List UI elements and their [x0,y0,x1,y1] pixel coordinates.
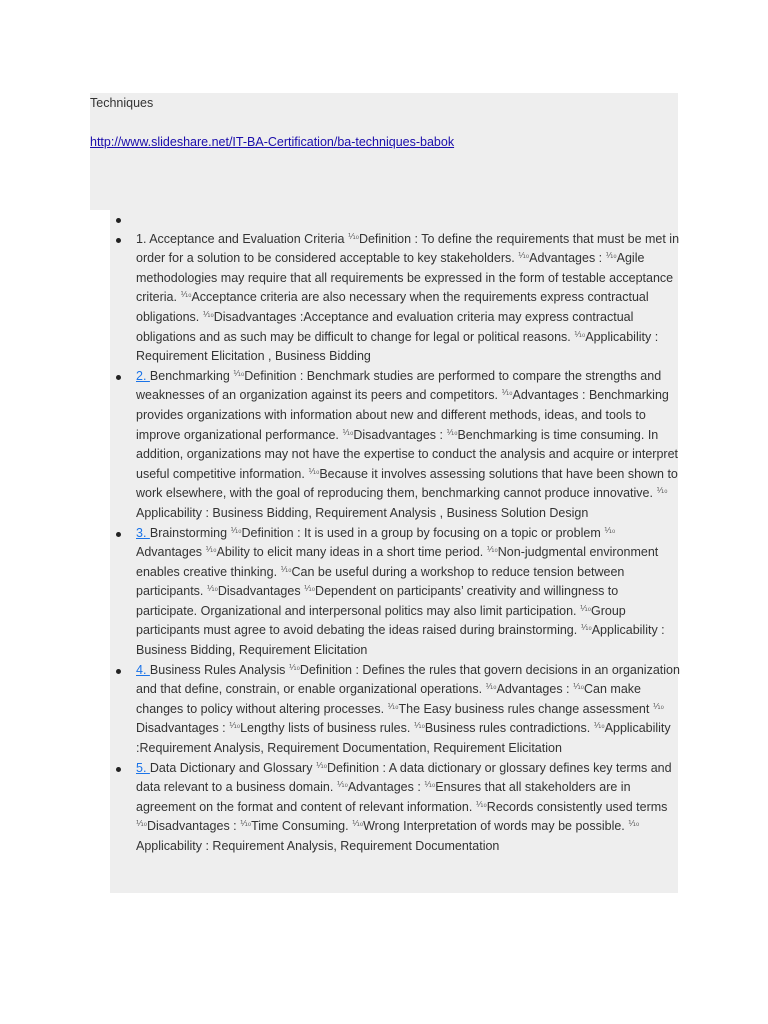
item-text: Definition : It is used in a group by focusing on a topic or problem [241,525,605,540]
bullet-marker-icon: ⅒ [205,545,217,555]
item-text: Disadvantages :Acceptance and evaluation criteria may express contractual obligations and as such may be difficult to change for legal or political reasons. [136,309,634,344]
item-heading: Benchmarking [149,368,234,383]
bullet-marker-icon: ⅒ [518,251,530,261]
item-number-link[interactable]: 4. [136,662,150,677]
bullet-marker-icon: ⅒ [573,682,584,692]
item-text: Acceptance criteria are also necessary when the requirements express contractual obligations. [136,290,649,324]
bullet-marker-icon: ⅒ [580,623,592,633]
bullet-marker-icon: ⅒ [475,799,487,809]
item-text: Ensures that all stakeholders are in agreement on the format and content of relevant information. [136,780,631,814]
item-text: Disadvantages : [147,819,241,834]
item-number: 1. [136,231,150,246]
bullet-marker-icon: ⅒ [652,701,664,711]
item-text: Definition : Benchmark studies are performed to compare the strengths and weaknesses of an organization against its peers and competitors. [136,368,662,403]
item-text: Definition : Defines the rules that govern decisions in an organization and that define, constrain, or enable organizational operations. [136,662,680,697]
item-text: Disadvantages [217,584,305,599]
item-text: Advantages : [347,780,425,795]
item-text: Agile methodologies may require that all requirements be expressed in the form of testable acceptance criteria. [136,251,674,305]
bullet-marker-icon: ⅒ [656,486,668,496]
item-text: Benchmarking is time consuming. In addition, organizations may not have the expertise to conduct the analysis and acquire or interpret useful competitive information. [136,427,678,481]
item-text: The Easy business rules change assessment [398,701,653,716]
bullet-marker-icon: ⅒ [240,819,252,829]
list-item [136,759,680,857]
bullet-marker-icon: ⅒ [288,662,300,672]
item-text: Applicability :Requirement Analysis, Requirement Documentation, Requirement Elicitation [136,721,671,756]
page-title: Techniques [90,96,154,110]
item-heading: Data Dictionary and Glossary [149,760,316,775]
list-item [136,210,680,230]
bullet-marker-icon: ⅒ [424,780,436,790]
item-text: Ability to elicit many ideas in a short time period. [216,545,487,560]
item-text: Applicability : Requirement Elicitation , Business Bidding [136,329,659,364]
bullet-marker-icon: ⅒ [336,780,348,790]
bullet-marker-icon: ⅒ [206,584,218,594]
item-text: Lengthy lists of business rules. [240,721,414,736]
bullet-marker-icon: ⅒ [574,329,586,339]
item-text: Business rules contradictions. [424,721,594,736]
bullet-marker-icon: ⅒ [229,721,241,731]
bullet-marker-icon: ⅒ [280,564,292,574]
item-text: Non-judgmental environment enables creative thinking. [136,545,659,579]
bullet-marker-icon: ⅒ [233,368,245,378]
item-text: Disadvantages : [353,427,447,442]
bullet-marker-icon: ⅒ [413,721,425,731]
item-text: Applicability : Requirement Analysis, Requirement Documentation [136,839,500,853]
bullet-marker-icon: ⅒ [579,603,591,613]
bullet-marker-icon: ⅒ [501,388,513,398]
bullet-marker-icon: ⅒ [387,701,399,711]
bullet-marker-icon: ⅒ [136,819,147,829]
item-number-link[interactable]: 3. [136,525,150,540]
item-text: Advantages : [529,251,606,266]
item-text: Time Consuming. [251,819,353,834]
item-text: Definition : To define the requirements that must be met in order for a solution to be considered acceptable to key stakeholders. [136,231,680,266]
item-text: Applicability : Business Bidding, Requirement Elicitation [136,623,665,658]
bullet-marker-icon: ⅒ [486,545,498,555]
item-text: Disadvantages : [136,721,230,736]
item-text: Because it involves assessing solutions that have been shown to work elsewhere, with the goal of reproducing them, benchmarking cannot produce innovative. [136,466,678,501]
bullet-marker-icon: ⅒ [342,427,354,437]
item-text: Advantages : Benchmarking provides organizations with information about new and different methods, ideas, and tools to improve organizational performance. [136,388,669,442]
bullet-marker-icon: ⅒ [202,309,214,319]
bullet-marker-icon: ⅒ [352,819,364,829]
item-text: Definition : A data dictionary or glossary defines key terms and data relevant to a business domain. [136,760,672,795]
bullet-marker-icon: ⅒ [230,525,242,535]
bullet-marker-icon: ⅒ [308,466,320,476]
source-link[interactable]: http://www.slideshare.net/IT-BA-Certification/ba-techniques-babok [90,135,455,149]
item-number-link[interactable]: 2. [136,368,150,383]
item-text: Advantages [136,545,206,560]
bullet-marker-icon: ⅒ [604,525,616,535]
page-margin-gap [90,210,110,893]
bullet-marker-icon: ⅒ [446,427,458,437]
item-text: Dependent on participants’ creativity and willingness to participate. Organizational and interpersonal politics may also limit participation. [136,584,619,618]
techniques-list [136,210,680,857]
list-item [136,524,680,661]
item-heading: Acceptance and Evaluation Criteria [149,231,348,246]
bullet-marker-icon: ⅒ [315,760,327,770]
bullet-marker-icon: ⅒ [605,251,617,261]
bullet-marker-icon: ⅒ [628,819,640,829]
list-item [136,661,680,759]
list-item [136,230,680,367]
item-text: Applicability : Business Bidding, Requirement Analysis , Business Solution Design [136,505,589,520]
bullet-marker-icon: ⅒ [180,290,192,300]
item-text: Advantages : [496,682,573,697]
bullet-marker-icon: ⅒ [593,721,605,731]
list-item [136,367,680,524]
bullet-marker-icon: ⅒ [347,231,359,241]
item-text: Group participants must agree to avoid debating the ideas raised during brainstorming. [136,603,626,638]
item-text: Can make changes to policy without altering processes. [136,682,641,716]
item-heading: Business Rules Analysis [149,662,289,677]
bullet-marker-icon: ⅒ [485,682,497,692]
item-heading: Brainstorming [149,525,231,540]
item-text: Can be useful during a workshop to reduce tension between participants. [136,564,625,599]
item-text: Wrong Interpretation of words may be possible. [363,819,629,834]
item-number-link[interactable]: 5. [136,760,150,775]
bullet-marker-icon: ⅒ [304,584,316,594]
document-page [90,93,678,893]
item-text: Records consistently used terms [486,799,668,814]
